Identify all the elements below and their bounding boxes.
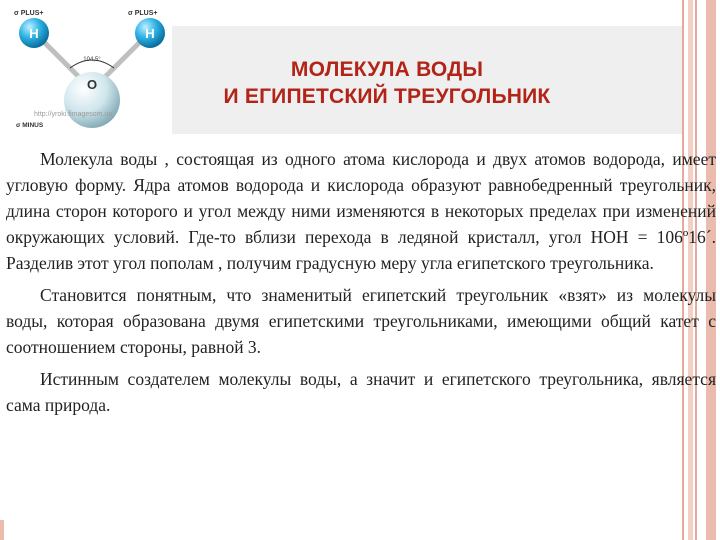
paragraph-3: Истинным создателем молекулы воды, а значит и египетского треугольника, является сама природа. [6, 369, 716, 415]
title-line-1: МОЛЕКУЛА ВОДЫ [290, 58, 484, 81]
water-molecule-image [10, 6, 170, 130]
title-line-2: И ЕГИПЕТСКИЙ ТРЕУГОЛЬНИК [223, 85, 551, 108]
oxygen-symbol: O [86, 77, 98, 92]
hydrogen-symbol: H [29, 26, 39, 41]
plus-label-right: σ PLUS+ [128, 10, 158, 17]
plus-label-left: σ PLUS+ [14, 10, 44, 17]
minus-label: σ MINUS [16, 122, 44, 129]
hydrogen-symbol: H [145, 26, 155, 41]
slide-title [172, 56, 602, 110]
angle-label: 104,5° [83, 57, 101, 63]
slide-body [6, 146, 716, 424]
watermark: http://yroki.fimagesom.ua [34, 111, 113, 118]
paragraph-2: Становится понятным, что знаменитый египетский треугольник «взят» из молекулы воды, которая образована двумя египетскими треугольниками, имеющими общий катет с соотношением стороны, равной 3. [6, 285, 716, 357]
decorative-corner [0, 520, 4, 540]
paragraph-1: Молекула воды , состоящая из одного атома кислорода и двух атомов водорода, имеет угловую форму. Ядра атомов водорода и кислорода образуют равнобедренный треугольник, длина сторон которого и угол между ними изменяются в некоторых пределах при изменений окружающих условий. Где-то вблизи перехода в ледяной кристалл, угол НОН = 106º16´. Разделив этот угол пополам , получим градусную меру угла египетского треугольника. [6, 149, 716, 273]
